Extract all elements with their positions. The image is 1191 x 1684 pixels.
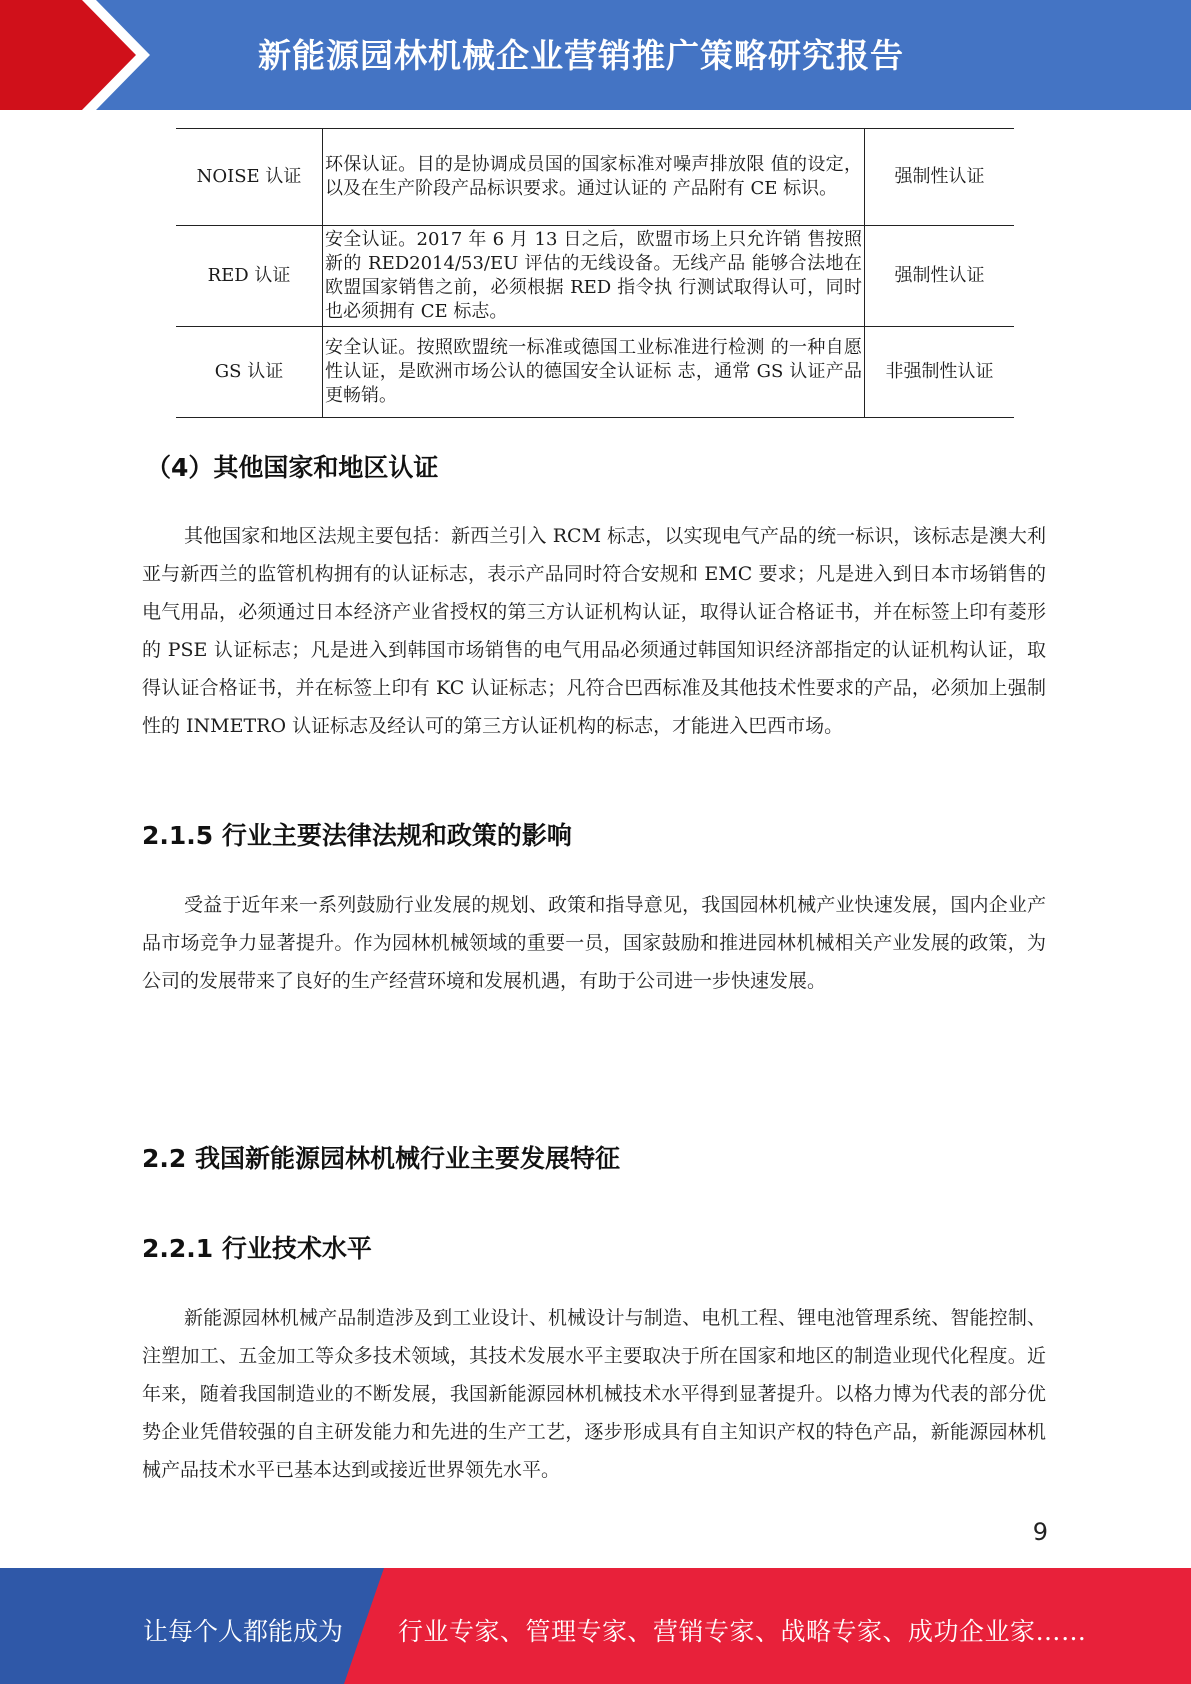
section-heading: 2.1.5 行业主要法律法规和政策的影响 <box>142 821 572 850</box>
page-number: 9 <box>1032 1518 1048 1546</box>
footer-slogan-left: 让每个人都能成为 <box>143 1617 344 1646</box>
header-title: 新能源园林机械企业营销推广策略研究报告 <box>258 36 904 75</box>
table-row <box>176 327 1014 418</box>
page-footer <box>0 1568 1191 1684</box>
cert-name: RED 认证 <box>176 226 323 327</box>
cert-type: 非强制性认证 <box>865 327 1015 418</box>
table-row <box>176 226 1014 327</box>
cert-type: 强制性认证 <box>865 226 1015 327</box>
section-heading: 2.2.1 行业技术水平 <box>142 1234 372 1263</box>
table-row <box>176 129 1014 226</box>
page-header <box>0 0 1191 110</box>
cert-name: NOISE 认证 <box>176 129 323 226</box>
body-paragraph: 受益于近年来一系列鼓励行业发展的规划、政策和指导意见，我国园林机械产业快速发展，国内企业产品市场竞争力显著提升。作为园林机械领域的重要一员，国家鼓励和推进园林机械相关产业发展的政策，为公司的发展带来了良好的生产经营环境和发展机遇，有助于公司进一步快速发展。 <box>142 894 1046 992</box>
certification-table <box>176 128 1014 418</box>
cert-description: 安全认证。2017 年 6 月 13 日之后，欧盟市场上只允许销 售按照新的 RED2014/53/EU 评估的无线设备。无线产品 能够合法地在欧盟国家销售之前，必须根据 RED 指令执 行测试取得认可，同时也必须拥有 CE 标志。 <box>323 226 865 327</box>
cert-description: 环保认证。目的是协调成员国的国家标准对噪声排放限 值的设定，以及在生产阶段产品标识要求。通过认证的 产品附有 CE 标识。 <box>323 129 865 226</box>
cert-description: 安全认证。按照欧盟统一标准或德国工业标准进行检测 的一种自愿性认证，是欧洲市场公认的德国安全认证标 志，通常 GS 认证产品更畅销。 <box>323 327 865 418</box>
cert-type: 强制性认证 <box>865 129 1015 226</box>
footer-slogan-right: 行业专家、管理专家、营销专家、战略专家、成功企业家…… <box>398 1617 1087 1646</box>
section-heading: （4）其他国家和地区认证 <box>146 453 439 482</box>
body-paragraph: 其他国家和地区法规主要包括：新西兰引入 RCM 标志，以实现电气产品的统一标识，该标志是澳大利亚与新西兰的监管机构拥有的认证标志，表示产品同时符合安规和 EMC 要求；凡是进入到日本市场销售的电气用品，必须通过日本经济产业省授权的第三方认证机构认证，取得认证合格证书，并在标签上印有菱形的 PSE 认证标志；凡是进入到韩国市场销售的电气用品必须通过韩国知识经济部指定的认证机构认证，取得认证合格证书，并在标签上印有 KC 认证标志；凡符合巴西标准及其他技术性要求的产品，必须加上强制性的 INMETRO 认证标志及经认可的第三方认证机构的标志，才能进入巴西市场。 <box>142 525 1046 737</box>
cert-name: GS 认证 <box>176 327 323 418</box>
section-heading: 2.2 我国新能源园林机械行业主要发展特征 <box>142 1144 620 1173</box>
body-paragraph: 新能源园林机械产品制造涉及到工业设计、机械设计与制造、电机工程、锂电池管理系统、智能控制、注塑加工、五金加工等众多技术领域，其技术发展水平主要取决于所在国家和地区的制造业现代化程度。近年来，随着我国制造业的不断发展，我国新能源园林机械技术水平得到显著提升。以格力博为代表的部分优势企业凭借较强的自主研发能力和先进的生产工艺，逐步形成具有自主知识产权的特色产品，新能源园林机械产品技术水平已基本达到或接近世界领先水平。 <box>142 1307 1046 1481</box>
